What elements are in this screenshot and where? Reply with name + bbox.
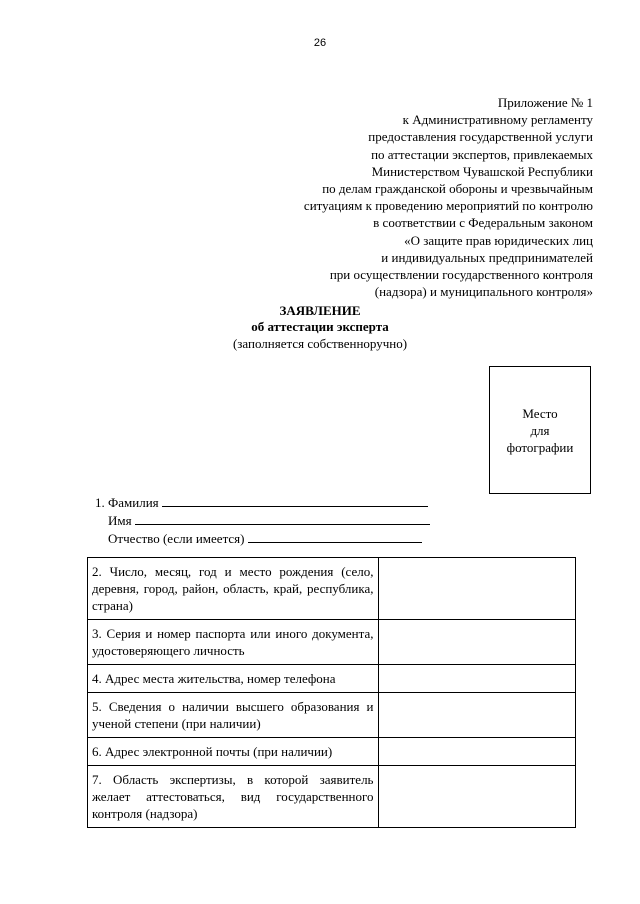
appendix-header bbox=[304, 94, 593, 300]
surname-label: 1. Фамилия bbox=[95, 495, 159, 510]
application-form-table bbox=[87, 557, 576, 828]
row-value-field[interactable] bbox=[378, 693, 576, 738]
row-label: 2. Число, месяц, год и место рождения (село, деревня, город, район, область, край, республика, страна) bbox=[88, 558, 379, 620]
patronymic-row bbox=[95, 530, 430, 548]
appendix-line: Приложение № 1 bbox=[497, 95, 593, 110]
row-label: 4. Адрес места жительства, номер телефона bbox=[88, 665, 379, 693]
surname-field[interactable] bbox=[162, 495, 428, 507]
table-row bbox=[88, 766, 576, 828]
patronymic-field[interactable] bbox=[248, 531, 422, 543]
document-subtitle: об аттестации эксперта bbox=[251, 319, 389, 334]
appendix-line: предоставления государственной услуги bbox=[368, 129, 593, 145]
appendix-line: (надзора) и муниципального контроля» bbox=[374, 284, 593, 300]
photo-label-line: фотографии bbox=[506, 439, 574, 455]
first-name-field[interactable] bbox=[135, 513, 430, 525]
row-label: 5. Сведения о наличии высшего образования и ученой степени (при наличии) bbox=[88, 693, 379, 738]
appendix-line: в соответствии с Федеральным законом bbox=[373, 215, 593, 231]
table-row bbox=[88, 693, 576, 738]
row-label: 6. Адрес электронной почты (при наличии) bbox=[88, 738, 379, 766]
table-row bbox=[88, 665, 576, 693]
row-value-field[interactable] bbox=[378, 665, 576, 693]
row-value-field[interactable] bbox=[378, 558, 576, 620]
appendix-line: по делам гражданской обороны и чрезвычайным bbox=[322, 181, 593, 197]
appendix-line: по аттестации экспертов, привлекаемых bbox=[371, 146, 593, 162]
name-fields bbox=[95, 494, 430, 548]
appendix-line: к Административному регламенту bbox=[402, 112, 593, 128]
document-note: (заполняется собственноручно) bbox=[232, 336, 408, 351]
appendix-line: ситуациям к проведению мероприятий по контролю bbox=[303, 198, 593, 214]
appendix-line: и индивидуальных предпринимателей bbox=[381, 249, 593, 265]
appendix-line: Министерством Чувашской Республики bbox=[371, 163, 593, 179]
table-row bbox=[88, 738, 576, 766]
appendix-line: при осуществлении государственного контроля bbox=[329, 267, 593, 283]
patronymic-label: Отчество (если имеется) bbox=[108, 531, 245, 546]
table-row bbox=[88, 620, 576, 665]
row-label: 3. Серия и номер паспорта или иного документа, удостоверяющего личность bbox=[88, 620, 379, 665]
document-title-block bbox=[0, 302, 640, 352]
table-row bbox=[88, 558, 576, 620]
row-label: 7. Область экспертизы, в которой заявитель желает аттестоваться, вид государственного контроля (надзора) bbox=[88, 766, 379, 828]
row-value-field[interactable] bbox=[378, 620, 576, 665]
appendix-line: «О защите прав юридических лиц bbox=[404, 232, 593, 248]
surname-row bbox=[95, 494, 430, 512]
photo-label-line: для bbox=[530, 422, 550, 438]
row-value-field[interactable] bbox=[378, 766, 576, 828]
photo-label-line: Место bbox=[522, 405, 558, 421]
page-number: 26 bbox=[313, 37, 327, 49]
document-title: ЗАЯВЛЕНИЕ bbox=[279, 303, 361, 318]
row-value-field[interactable] bbox=[378, 738, 576, 766]
first-name-row bbox=[95, 512, 430, 530]
photo-placeholder bbox=[489, 366, 591, 494]
first-name-label: Имя bbox=[108, 513, 132, 528]
